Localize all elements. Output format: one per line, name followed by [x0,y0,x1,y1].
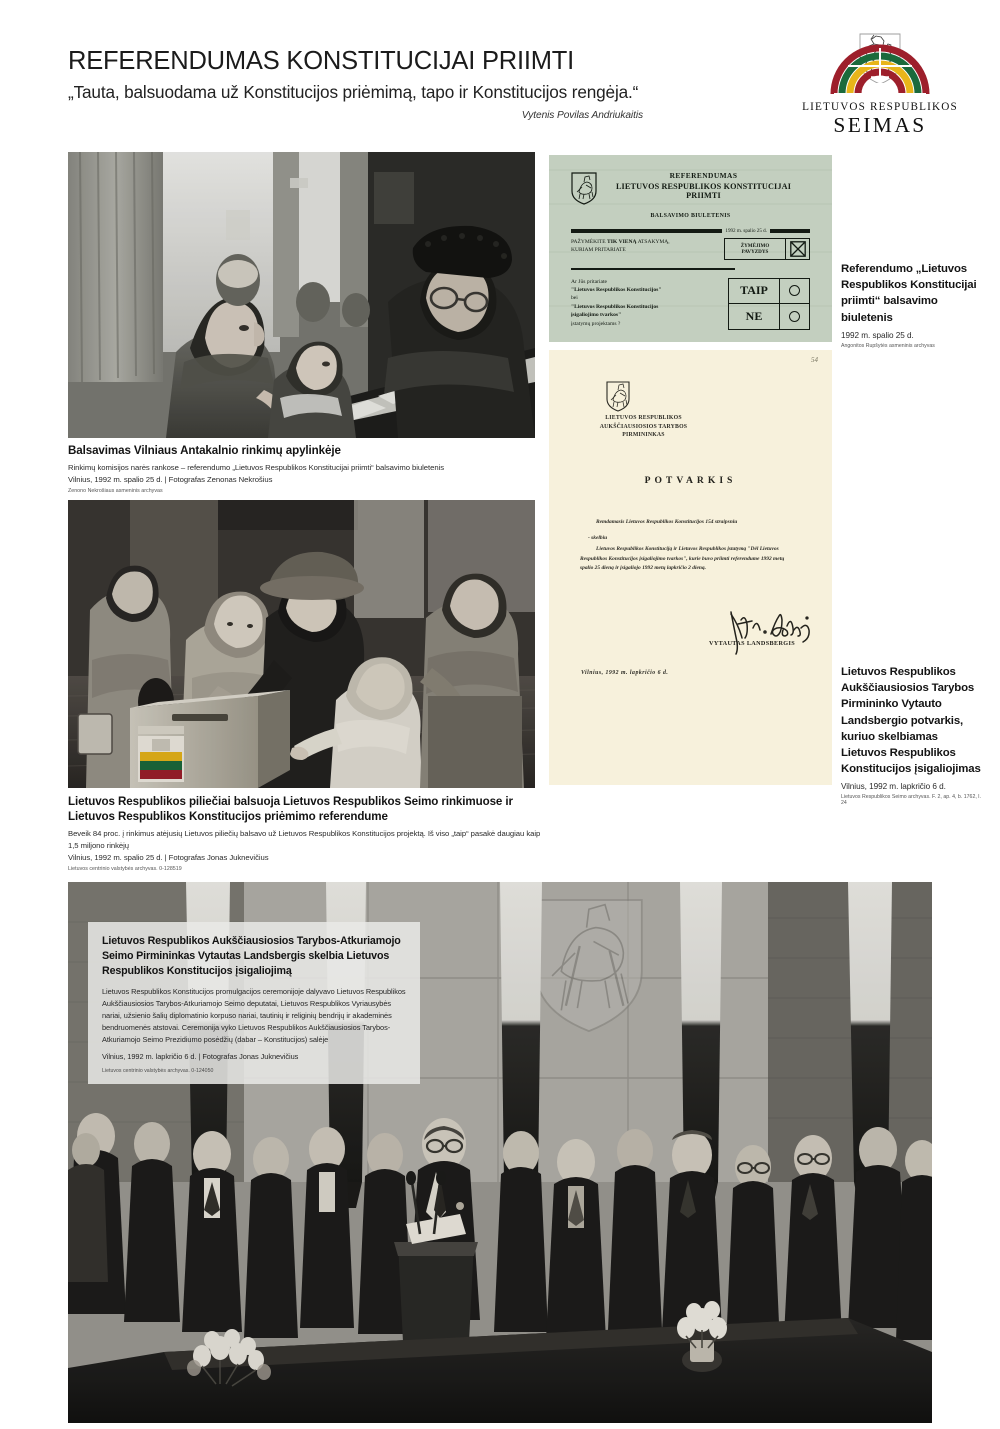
ballot-date-rule [571,228,810,234]
overlay-date: Vilnius, 1992 m. lapkričio 6 d. | Fotografas Jonas Juknevičius [102,1052,299,1062]
question-bold-2b: įsigaliojimo tvarkos" [571,312,622,319]
vytis-crest [571,172,597,205]
ballot-document-image [549,155,832,342]
decree-document-caption [841,664,986,806]
caption-body [68,462,538,485]
caption-credit: Angonitos Rupšytės asmeninis archyvas [841,342,935,349]
seimas-logo [795,32,965,137]
decree-document-image [549,350,832,785]
overlay-credit: Lietuvos centrinio valstybės archyvas. 0-124050 [102,1068,214,1075]
vote-option-yes-cell [779,279,809,304]
vote-option-no-label: NE [745,308,763,323]
decree-issuing-authority [576,414,711,440]
caption-date: Vilnius, 1992 m. lapkričio 6 d. [841,782,946,792]
decree-place-date: Vilnius, 1992 m. lapkričio 6 d. [581,670,669,676]
sample-marked-cell [785,239,809,259]
decree-body [580,518,785,574]
caption-credit: Lietuvos centrinio valstybės archyvas. 0-128519 [68,866,182,873]
archive-page-number: 54 [811,356,818,364]
photo-ballot-box [68,500,535,788]
sample-label-line2: PAVYZDYS [741,249,769,255]
photo-ballot-box-caption [68,794,546,874]
caption-credit: Lietuvos Respublikos Seimo archyvas. F. 2, ap. 4, b. 1762, l. 24 [841,794,981,807]
authority-line2: AUKŠČIAUSIOSIOS TARYBOS [599,423,688,430]
caption-credit: Zenono Nekrošiaus asmeninis archyvas [68,488,163,495]
photo-ballot-box-art [68,500,535,788]
decree-title: POTVARKIS [644,475,737,486]
caption-title: Lietuvos Respublikos Aukščiausiosios Tarybos Pirmininko Vytauto Landsbergio potvarkis, kuriuo skelbiamas Lietuvos Respublikos Konstitucijos įsigaliojimas [841,666,981,776]
logo-text-line1: LIETUVOS RESPUBLIKOS [802,101,958,113]
decree-body-skelbiu: - skelbiu [588,534,608,541]
circle-icon [789,311,800,322]
seimas-logo-mark [795,32,965,100]
header-text-block [68,48,768,121]
question-mid: bei [571,295,578,302]
ballot-divider [571,268,735,270]
authority-line3: PIRMININKAS [622,432,665,439]
ballot-instruction [571,238,716,260]
caption-body-line1: Beveik 84 proc. į rinkimus atėjusių Lietuvos piliečių balsavo už Lietuvos Respublikos Konstitucijos projektą. Iš viso „taip“ pasakė daugiau kaip 1,5 miljono rinkėjų [68,829,541,850]
quote-attribution: Vytenis Povilas Andriukaitis [521,109,643,121]
caption-body-line1: Rinkimų komisijos narės rankose – referendumo „Lietuvos Respublikos Konstitucijai priimti“ balsavimo biuletenis [68,463,444,473]
poster-header [0,0,1000,145]
caption-title: Referendumo „Lietuvos Respublikos Konstitucijai priimti“ balsavimo biuletenis [841,263,977,324]
circle-icon [789,285,800,296]
caption-date: 1992 m. spalio 25 d. [841,330,914,340]
caption-body-line2: Vilnius, 1992 m. spalio 25 d. | Fotografas Zenonas Nekrošius [68,474,273,484]
vytis-crest [606,381,630,412]
x-mark-icon [790,241,806,257]
ballot-subheading: BALSAVIMO BIULETENIS [650,213,731,219]
vote-option-yes-label: TAIP [740,283,768,298]
photo-voting-antakalnis-caption [68,443,538,496]
question-end: įstatymų projektams ? [571,320,621,327]
ballot-heading-line2: LIETUVOS RESPUBLIKOS KONSTITUCIJAI PRIIMTI [615,182,792,200]
vytis-knight-emblem [814,32,946,100]
caption-title: Balsavimas Vilniaus Antakalnio rinkimų apylinkėje [68,444,341,457]
photo-ceremony-overlay-caption [88,922,420,1084]
ballot-document-caption [841,261,981,349]
photo-voting-antakalnis-art [68,152,535,438]
caption-title-line2: Lietuvos Respublikos Konstitucijos priėmimo referendume [68,810,388,824]
rule-left [571,229,722,233]
marking-sample-label [725,239,785,259]
instruction-line2: KURIAM PRITARIATE [571,246,626,253]
authority-line1: LIETUVOS RESPUBLIKOS [605,415,682,421]
decree-body-main: Lietuvos Respublikos Konstituciją ir Lietuvos Respublikos įstatymą "Dėl Lietuvos Respublikos Konstitucijos įsigaliojimo tvarkos", kurie buvo priimti referendume 1992 metų spalio 25 dieną ir įsigaliojo 1992 metų lapkričio 2 dieną. [580,546,785,572]
caption-title-line1: Lietuvos Respublikos piliečiai balsuoja Lietuvos Respublikos Seimo rinkimuose ir [68,795,513,808]
poster-subtitle-quote: „Tauta, balsuodama už Konstitucijos priėmimą, tapo ir Konstitucijos rengėja.“ [68,81,639,102]
landsbergis-signature [727,608,813,656]
ballot-heading-line1: REFERENDUMAS [669,171,738,180]
rule-right [770,229,810,233]
decree-body-intro: Remdamasis Lietuvos Respublikos Konstitucijos 154 straipsniu [596,519,738,525]
decree-signatory-name: VYTAUTAS LANDSBERGIS [709,640,796,647]
instruction-part1: PAŽYMĖKITE [571,239,606,245]
vote-option-yes [729,279,809,304]
caption-body-line2: Vilnius, 1992 m. spalio 25 d. | Fotografas Jonas Juknevičius [68,852,269,862]
photo-voting-antakalnis [68,152,535,438]
ballot-date-inline: 1992 m. spalio 25 d. [725,228,767,234]
overlay-body: Lietuvos Respublikos Konstitucijos promulgacijos ceremonijoje dalyvavo Lietuvos Respublikos Aukščiausiosios Tarybos-Atkuriamojo Seimo deputatai, Lietuvos Respublikos Vyriausybės nariai, užsienio šalių diplomatinio korpuso nariai, tautinių ir religinių bendrijų ir akademinės bendruomenės atstovai. Ceremonija vyko Lietuvos Respublikos Aukščiausiosios Tarybos-Atkuriamojo Seimo Prezidiumo posėdžių (dabar – Konstitucijos) salėje [102,986,406,1044]
instruction-emphasis: TIK VIENĄ [607,239,637,245]
vote-option-no [729,303,809,329]
sample-label-line1: ŽYMĖJIMO [740,242,770,249]
marking-sample-box [724,238,810,260]
question-bold-1: "Lietuvos Respublikos Konstitucijos" [571,286,662,293]
overlay-title: Lietuvos Respublikos Aukščiausiosios Tarybos-Atkuriamojo Seimo Pirmininkas Vytautas Landsbergis skelbia Lietuvos Respublikos Konstitucijos įsigaliojimą [102,935,401,978]
vote-option-no-cell [779,304,809,329]
ballot-question [571,278,718,330]
logo-text-line2: SEIMAS [833,113,927,137]
vote-options-box [728,278,810,330]
question-bold-2a: "Lietuvos Respublikos Konstitucijos [571,303,659,310]
page-title: REFERENDUMAS KONSTITUCIJAI PRIIMTI [68,47,575,75]
instruction-part2: ATSAKYMĄ, [637,239,670,245]
caption-body [68,828,546,863]
question-intro: Ar Jūs pritariate [571,278,608,285]
